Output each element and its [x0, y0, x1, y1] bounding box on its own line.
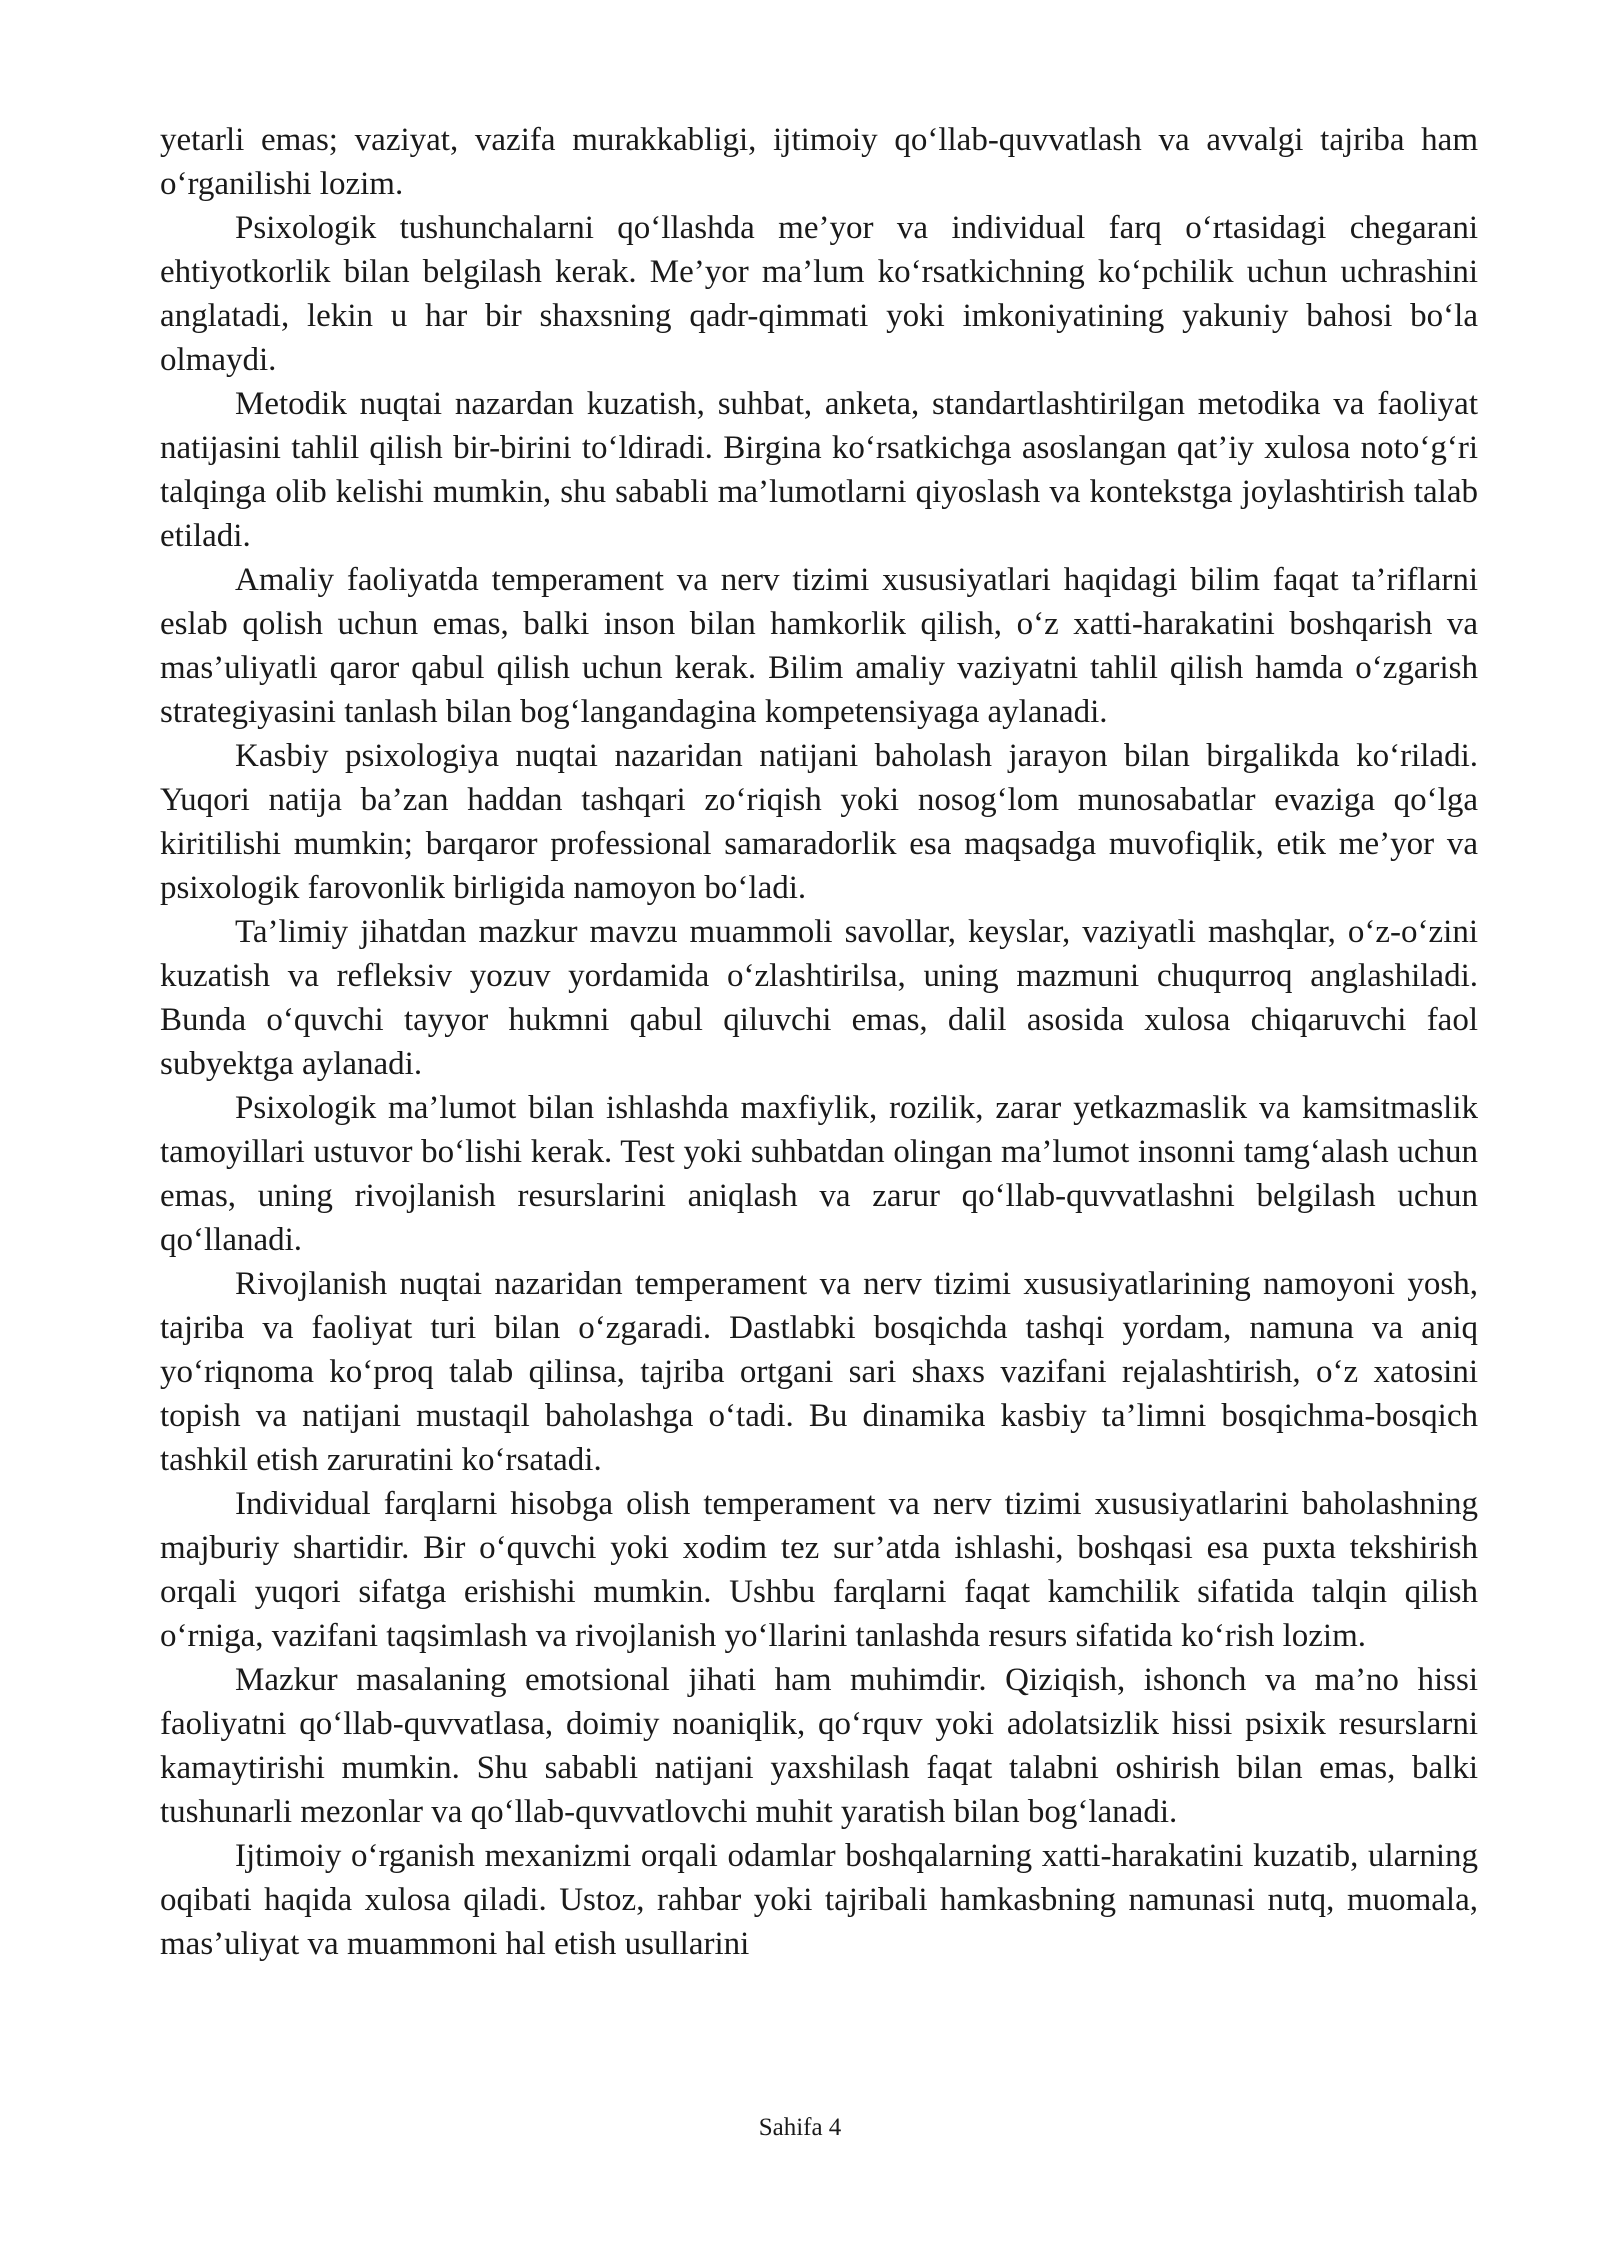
paragraph-individual: Individual farqlarni hisobga olish temperament va nerv tizimi xususiyatlarini baholashning majburiy shartidir. Bir o‘quvchi yoki xodim tez sur’atda ishlashi, boshqasi esa puxta tekshirish orqali yuqori sifatga erishishi mumkin. Ushbu farqlarni faqat kamchilik sifatida talqin qilish o‘rniga, vazifani taqsimlash va rivojlanish yo‘llarini tanlashda resurs sifatida ko‘rish lozim. [160, 1486, 1478, 1654]
paragraph-educational: Ta’limiy jihatdan mazkur mavzu muammoli savollar, keyslar, vaziyatli mashqlar, o‘z-o‘zini kuzatish va refleksiv yozuv yordamida o‘zlashtirilsa, uning mazmuni chuqurroq anglashiladi. Bunda o‘quvchi tayyor hukmni qabul qiluvchi emas, dalil asosida xulosa chiqaruvchi faol subyektga aylanadi. [160, 914, 1478, 1082]
page-number: Sahifa 4 [758, 2114, 842, 2141]
paragraph-ethics: Psixologik ma’lumot bilan ishlashda maxfiylik, rozilik, zarar yetkazmaslik va kamsitmaslik tamoyillari ustuvor bo‘lishi kerak. Test yoki suhbatdan olingan ma’lumot insonni tamg‘alash uchun emas, uning rivojlanish resurslarini aniqlash va zarur qo‘llab-quvvatlashni belgilash uchun qo‘llanadi. [160, 1090, 1478, 1258]
page-body [160, 118, 1478, 1966]
paragraph-professional: Kasbiy psixologiya nuqtai nazaridan natijani baholash jarayon bilan birgalikda ko‘riladi. Yuqori natija ba’zan haddan tashqari zo‘riqish yoki nosog‘lom munosabatlar evaziga qo‘lga kiritilishi mumkin; barqaror professional samaradorlik esa maqsadga muvofiqlik, etik me’yor va psixologik farovonlik birligida namoyon bo‘ladi. [160, 738, 1478, 906]
paragraph-development: Rivojlanish nuqtai nazaridan temperament va nerv tizimi xususiyatlarining namoyoni yosh, tajriba va faoliyat turi bilan o‘zgaradi. Dastlabki bosqichda tashqi yordam, namuna va aniq yo‘riqnoma ko‘proq talab qilinsa, tajriba ortgani sari shaxs vazifani rejalashtirish, o‘z xatosini topish va natijani mustaqil baholashga o‘tadi. Bu dinamika kasbiy ta’limni bosqichma-bosqich tashkil etish zaruratini ko‘rsatadi. [160, 1266, 1478, 1478]
paragraph-practice: Amaliy faoliyatda temperament va nerv tizimi xususiyatlari haqidagi bilim faqat ta’riflarni eslab qolish uchun emas, balki inson bilan hamkorlik qilish, o‘z xatti-harakatini boshqarish va mas’uliyatli qaror qabul qilish uchun kerak. Bilim amaliy vaziyatni tahlil qilish hamda o‘zgarish strategiyasini tanlash bilan bog‘langandagina kompetensiyaga aylanadi. [160, 562, 1478, 730]
paragraph-methods: Metodik nuqtai nazardan kuzatish, suhbat, anketa, standartlashtirilgan metodika va faoliyat natijasini tahlil qilish bir-birini to‘ldiradi. Birgina ko‘rsatkichga asoslangan qat’iy xulosa noto‘g‘ri talqinga olib kelishi mumkin, shu sababli ma’lumotlarni qiyoslash va kontekstga joylashtirish talab etiladi. [160, 386, 1478, 554]
paragraph-social-learning: Ijtimoiy o‘rganish mexanizmi orqali odamlar boshqalarning xatti-harakatini kuzatib, ularning oqibati haqida xulosa qiladi. Ustoz, rahbar yoki tajribali hamkasbning namunasi nutq, muomala, mas’uliyat va muammoni hal etish usullarini [160, 1838, 1478, 1962]
paragraph-norms: Psixologik tushunchalarni qo‘llashda me’yor va individual farq o‘rtasidagi chegarani ehtiyotkorlik bilan belgilash kerak. Me’yor ma’lum ko‘rsatkichning ko‘pchilik uchun uchrashini anglatadi, lekin u har bir shaxsning qadr-qimmati yoki imkoniyatining yakuniy bahosi bo‘la olmaydi. [160, 210, 1478, 378]
paragraph-emotional: Mazkur masalaning emotsional jihati ham muhimdir. Qiziqish, ishonch va ma’no hissi faoliyatni qo‘llab-quvvatlasa, doimiy noaniqlik, qo‘rquv yoki adolatsizlik hissi psixik resurslarni kamaytirishi mumkin. Shu sababli natijani yaxshilash faqat talabni oshirish bilan emas, balki tushunarli mezonlar va qo‘llab-quvvatlovchi muhit yaratish bilan bog‘lanadi. [160, 1662, 1478, 1830]
paragraph-continued: yetarli emas; vaziyat, vazifa murakkabligi, ijtimoiy qo‘llab-quvvatlash va avvalgi tajriba ham o‘rganilishi lozim. [160, 122, 1478, 202]
